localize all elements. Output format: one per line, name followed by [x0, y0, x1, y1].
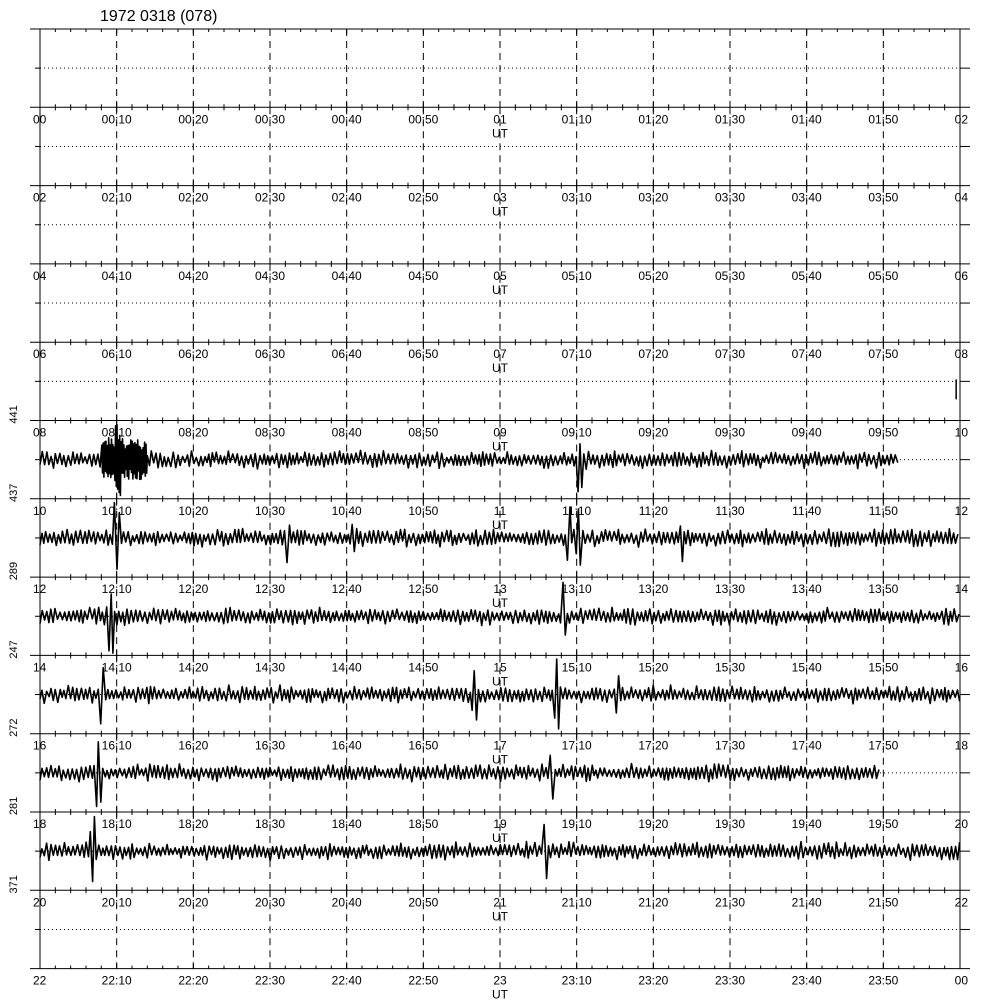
- tick-label: 14:40: [331, 660, 362, 675]
- axis-label-ut: UT: [492, 126, 508, 141]
- tick-label: 14: [33, 660, 47, 675]
- tick-label: 13: [493, 582, 507, 597]
- tick-label: 11:10: [562, 503, 592, 518]
- tick-label: 05:40: [791, 268, 822, 283]
- tick-label: 15:10: [561, 660, 592, 675]
- tick-label: 05:30: [714, 268, 746, 283]
- tick-label: 10: [954, 425, 968, 440]
- tick-label: 04:20: [178, 268, 209, 283]
- tick-label: 08:10: [101, 425, 132, 440]
- tick-label: 23:30: [714, 973, 746, 988]
- tick-label: 20:40: [331, 895, 362, 910]
- tick-label: 19: [493, 817, 507, 831]
- axis-label-ut: UT: [492, 909, 508, 924]
- tick-label: 21: [493, 895, 507, 910]
- panel-8: [8, 655, 970, 766]
- tick-label: 03:30: [714, 190, 746, 205]
- tick-label: 23:50: [868, 973, 899, 988]
- tick-label: 08:20: [178, 425, 209, 440]
- panel-9: [8, 734, 970, 845]
- tick-label: 02:20: [178, 190, 209, 205]
- tick-label: 20:50: [408, 895, 439, 910]
- tick-label: 15:20: [638, 660, 669, 675]
- tick-label: 16:20: [178, 738, 209, 753]
- axis-label-ut: UT: [492, 987, 508, 1000]
- side-label: 289: [8, 561, 20, 581]
- tick-label: 09:20: [638, 425, 669, 440]
- chart-title: 1972 0318 (078): [100, 8, 218, 25]
- tick-label: 13:50: [868, 582, 899, 597]
- tick-label: 10: [33, 503, 47, 518]
- tick-label: 03: [493, 190, 507, 205]
- panel-11: [30, 890, 970, 1000]
- tick-label: 10:30: [254, 503, 286, 518]
- tick-label: 01:20: [638, 112, 669, 127]
- tick-label: 17:30: [714, 738, 746, 753]
- tick-label: 06:10: [101, 347, 132, 362]
- tick-label: 12:10: [101, 582, 132, 597]
- tick-label: 06:30: [254, 347, 286, 362]
- waveform-trace: [40, 742, 879, 807]
- side-label: 371: [8, 875, 20, 894]
- tick-label: 14:50: [408, 660, 439, 675]
- tick-label: 09:30: [714, 425, 746, 440]
- tick-label: 22:30: [254, 973, 286, 988]
- tick-label: 04: [954, 190, 968, 205]
- tick-label: 09: [493, 425, 507, 440]
- tick-label: 18:30: [254, 817, 286, 831]
- tick-label: 12: [954, 503, 968, 518]
- tick-label: 22:20: [178, 973, 209, 988]
- tick-label: 00: [33, 112, 47, 127]
- panel-7: [8, 577, 970, 688]
- tick-label: 01:30: [714, 112, 746, 127]
- tick-label: 06:20: [178, 347, 209, 362]
- tick-label: 12: [33, 582, 47, 597]
- tick-label: 02: [33, 190, 47, 205]
- tick-label: 18:20: [178, 817, 209, 831]
- tick-label: 18:40: [331, 817, 362, 831]
- tick-label: 03:10: [561, 190, 592, 205]
- tick-label: 08:50: [408, 425, 439, 440]
- tick-label: 19:10: [561, 817, 592, 831]
- axis-label-ut: UT: [492, 439, 508, 454]
- tick-label: 21:10: [561, 895, 592, 910]
- tick-label: 08: [954, 347, 968, 362]
- tick-label: 08:40: [331, 425, 362, 440]
- tick-label: 09:50: [868, 425, 899, 440]
- axis-label-ut: UT: [492, 674, 508, 689]
- tick-label: 14: [954, 582, 968, 597]
- tick-label: 23: [493, 973, 507, 988]
- side-label: 441: [8, 405, 20, 424]
- tick-label: 15:40: [791, 660, 822, 675]
- tick-label: 07:20: [638, 347, 669, 362]
- tick-label: 04:50: [408, 268, 439, 283]
- tick-label: 15:30: [714, 660, 746, 675]
- tick-label: 00: [954, 973, 968, 988]
- tick-label: 04:30: [254, 268, 286, 283]
- axis-label-ut: UT: [492, 204, 508, 219]
- tick-label: 19:30: [714, 817, 746, 831]
- tick-label: 12:20: [178, 582, 209, 597]
- axis-label-ut: UT: [492, 517, 508, 532]
- tick-label: 00:10: [101, 112, 132, 127]
- tick-label: 00:40: [331, 112, 362, 127]
- tick-label: 11:30: [715, 503, 745, 518]
- tick-label: 02: [954, 112, 968, 127]
- tick-label: 11: [493, 503, 507, 518]
- tick-label: 04:40: [331, 268, 362, 283]
- tick-label: 07: [493, 347, 507, 362]
- tick-label: 14:20: [178, 660, 209, 675]
- tick-label: 22: [33, 973, 47, 988]
- tick-label: 15: [493, 660, 507, 675]
- tick-label: 13:10: [561, 582, 592, 597]
- tick-label: 17:10: [561, 738, 592, 753]
- tick-label: 04:10: [101, 268, 132, 283]
- axis-label-ut: UT: [492, 752, 508, 767]
- tick-label: 20: [33, 895, 47, 910]
- tick-label: 05:50: [868, 268, 899, 283]
- tick-label: 20: [954, 817, 968, 831]
- tick-label: 13:20: [638, 582, 669, 597]
- side-label: 272: [8, 718, 20, 737]
- tick-label: 10:50: [408, 503, 439, 518]
- tick-label: 13:40: [791, 582, 822, 597]
- tick-label: 15:50: [868, 660, 899, 675]
- tick-label: 18:50: [408, 817, 439, 831]
- tick-label: 06:40: [331, 347, 362, 362]
- tick-label: 02:10: [101, 190, 132, 205]
- tick-label: 23:10: [561, 973, 592, 988]
- tick-label: 10:40: [331, 503, 362, 518]
- axis-label-ut: UT: [492, 361, 508, 376]
- tick-label: 05: [493, 268, 507, 283]
- tick-label: 11:40: [792, 503, 822, 518]
- tick-label: 17:20: [638, 738, 669, 753]
- tick-label: 03:20: [638, 190, 669, 205]
- tick-label: 10:10: [101, 503, 132, 518]
- tick-label: 11:50: [868, 503, 898, 518]
- tick-label: 03:40: [791, 190, 822, 205]
- tick-label: 17: [493, 738, 507, 753]
- tick-label: 20:20: [178, 895, 209, 910]
- tick-label: 02:40: [331, 190, 362, 205]
- tick-label: 01:10: [561, 112, 592, 127]
- tick-label: 06:50: [408, 347, 439, 362]
- tick-label: 16: [33, 738, 47, 753]
- tick-label: 06: [954, 268, 968, 283]
- axis-label-ut: UT: [492, 282, 508, 297]
- tick-label: 04: [33, 268, 47, 283]
- tick-label: 16:10: [101, 738, 132, 753]
- tick-label: 00:30: [254, 112, 286, 127]
- tick-label: 21:50: [868, 895, 899, 910]
- tick-label: 21:30: [714, 895, 746, 910]
- tick-label: 14:10: [101, 660, 132, 675]
- tick-label: 20:30: [254, 895, 286, 910]
- tick-label: 22:10: [101, 973, 132, 988]
- tick-label: 07:50: [868, 347, 899, 362]
- tick-label: 20:10: [101, 895, 132, 910]
- tick-label: 23:40: [791, 973, 822, 988]
- tick-label: 12:30: [254, 582, 286, 597]
- tick-label: 06: [33, 347, 47, 362]
- tick-label: 16: [954, 660, 968, 675]
- tick-label: 11:20: [638, 503, 668, 518]
- tick-label: 01:50: [868, 112, 899, 127]
- tick-label: 07:40: [791, 347, 822, 362]
- tick-label: 01: [493, 112, 507, 127]
- tick-label: 18: [33, 817, 47, 831]
- tick-label: 16:30: [254, 738, 286, 753]
- tick-label: 18: [954, 738, 968, 753]
- tick-label: 03:50: [868, 190, 899, 205]
- tick-label: 02:50: [408, 190, 439, 205]
- tick-label: 22: [954, 895, 968, 910]
- tick-label: 19:20: [638, 817, 669, 831]
- panel-4: [8, 342, 970, 453]
- tick-label: 21:40: [791, 895, 822, 910]
- tick-label: 00:50: [408, 112, 439, 127]
- side-label: 281: [8, 796, 20, 816]
- tick-label: 17:40: [791, 738, 822, 753]
- tick-label: 12:50: [408, 582, 439, 597]
- tick-label: 08: [33, 425, 47, 440]
- tick-label: 14:30: [254, 660, 286, 675]
- tick-label: 21:20: [638, 895, 669, 910]
- tick-label: 05:20: [638, 268, 669, 283]
- tick-label: 00:20: [178, 112, 209, 127]
- side-label: 247: [8, 640, 20, 659]
- waveform-trace: [40, 425, 898, 496]
- axis-label-ut: UT: [492, 831, 508, 845]
- tick-label: 02:30: [254, 190, 286, 205]
- panel-5: [8, 421, 970, 532]
- tick-label: 19:40: [791, 817, 822, 831]
- tick-label: 13:30: [714, 582, 746, 597]
- tick-label: 19:50: [868, 817, 899, 831]
- tick-label: 18:10: [101, 817, 132, 831]
- tick-label: 07:10: [561, 347, 592, 362]
- panel-6: [8, 499, 970, 610]
- tick-label: 10:20: [178, 503, 209, 518]
- tick-label: 09:10: [561, 425, 592, 440]
- seismogram-panels: [8, 29, 970, 1000]
- tick-label: 05:10: [561, 268, 592, 283]
- tick-label: 22:50: [408, 973, 439, 988]
- tick-label: 16:50: [408, 738, 439, 753]
- tick-label: 07:30: [714, 347, 746, 362]
- tick-label: 01:40: [791, 112, 822, 127]
- tick-label: 08:30: [254, 425, 286, 440]
- tick-label: 16:40: [331, 738, 362, 753]
- side-label: 437: [8, 483, 20, 502]
- tick-label: 12:40: [331, 582, 362, 597]
- panel-10: [8, 812, 970, 923]
- tick-label: 17:50: [868, 738, 899, 753]
- tick-label: 22:40: [331, 973, 362, 988]
- tick-label: 23:20: [638, 973, 669, 988]
- tick-label: 09:40: [791, 425, 822, 440]
- axis-label-ut: UT: [492, 596, 508, 611]
